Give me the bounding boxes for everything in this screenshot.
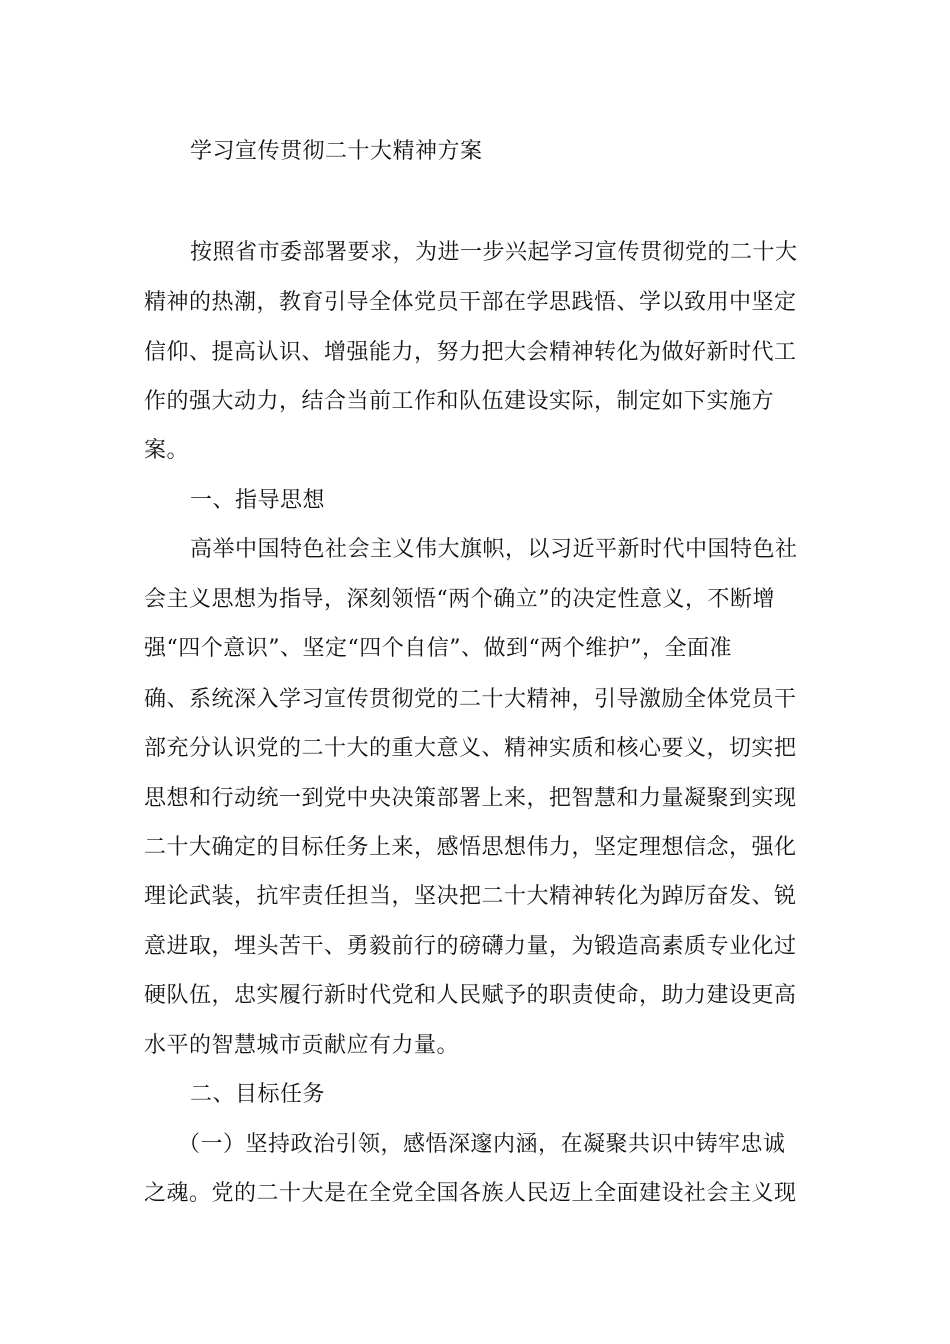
paragraph-line: 案。	[144, 438, 190, 463]
paragraph-line: 硬队伍，忠实履行新时代党和人民赋予的职责使命，助力建设更高	[144, 983, 797, 1008]
paragraph-line: 之魂。党的二十大是在全党全国各族人民迈上全面建设社会主义现	[144, 1181, 797, 1206]
section-heading-1: 一、指导思想	[190, 488, 326, 513]
paragraph-line: 按照省市委部署要求，为进一步兴起学习宣传贯彻党的二十大	[190, 240, 798, 265]
paragraph-line: 强“四个意识”、坚定“四个自信”、做到“两个维护”，全面准	[144, 636, 732, 661]
paragraph-line: 信仰、提高认识、增强能力，努力把大会精神转化为做好新时代工	[144, 340, 797, 365]
paragraph-line: 意进取，埋头苦干、勇毅前行的磅礴力量，为锻造高素质专业化过	[144, 934, 797, 959]
paragraph-line: 思想和行动统一到党中央决策部署上来，把智慧和力量凝聚到实现	[144, 786, 797, 811]
paragraph-line: 精神的热潮，教育引导全体党员干部在学思践悟、学以致用中坚定	[144, 290, 797, 315]
document-title: 学习宣传贯彻二十大精神方案	[190, 139, 483, 164]
paragraph-line: 高举中国特色社会主义伟大旗帜，以习近平新时代中国特色社	[190, 537, 798, 562]
paragraph-line: 水平的智慧城市贡献应有力量。	[144, 1033, 460, 1058]
paragraph-line: 确、系统深入学习宣传贯彻党的二十大精神，引导激励全体党员干	[144, 687, 797, 712]
paragraph-line: （一）坚持政治引领，感悟深邃内涵，在凝聚共识中铸牢忠诚	[178, 1132, 786, 1157]
section-heading-2: 二、目标任务	[190, 1082, 326, 1107]
paragraph-line: 部充分认识党的二十大的重大意义、精神实质和核心要义，切实把	[144, 736, 797, 761]
paragraph-line: 作的强大动力，结合当前工作和队伍建设实际，制定如下实施方	[144, 389, 775, 414]
paragraph-line: 会主义思想为指导，深刻领悟“两个确立”的决定性意义，不断增	[144, 587, 775, 612]
paragraph-line: 二十大确定的目标任务上来，感悟思想伟力，坚定理想信念，强化	[144, 835, 797, 860]
paragraph-line: 理论武装，抗牢责任担当，坚决把二十大精神转化为踔厉奋发、锐	[144, 884, 797, 909]
